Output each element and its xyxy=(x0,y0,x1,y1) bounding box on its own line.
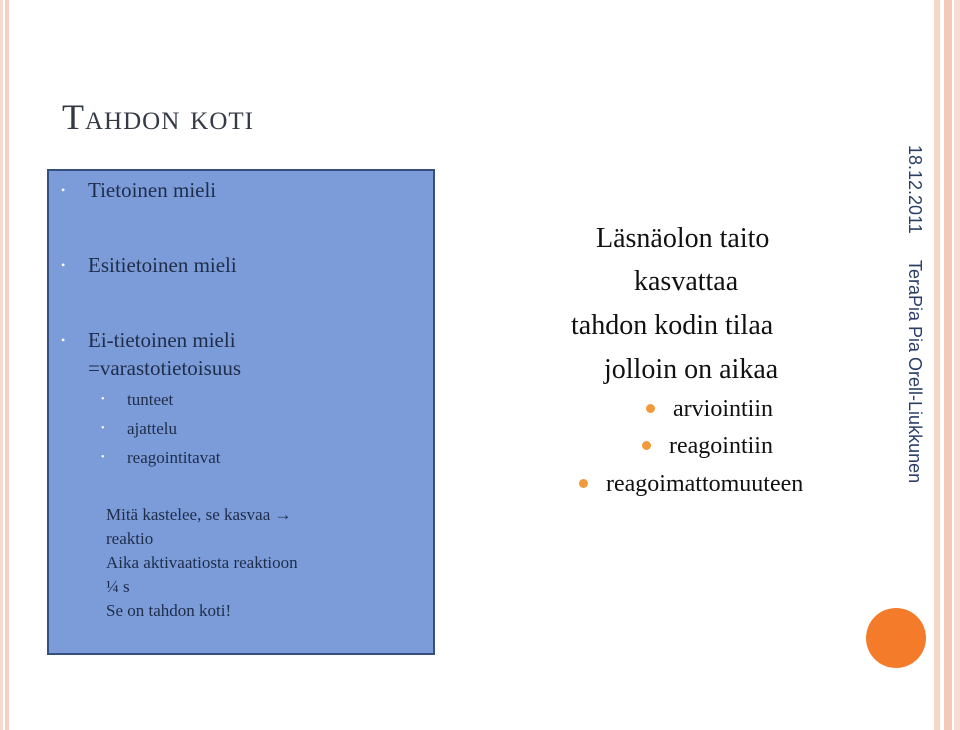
right-bullet-item: reagoimattomuuteen xyxy=(606,467,803,501)
orange-circle-decoration xyxy=(866,608,926,668)
orange-bullet-icon xyxy=(646,404,655,413)
orange-bullet-icon xyxy=(642,441,651,450)
left-decorative-edge xyxy=(0,0,14,730)
slide-title: Tahdon koti xyxy=(62,97,254,137)
sub-bullet-dot-icon: • xyxy=(101,452,105,463)
side-date: 18.12.2011 xyxy=(905,145,925,234)
sub-bullet-item: • reagointitavat xyxy=(127,446,220,470)
sub-bullet-item: • tunteet xyxy=(127,388,173,412)
bullet-item: • Ei-tietoinen mieli xyxy=(61,328,236,352)
sub-bullet-item: • ajattelu xyxy=(127,417,177,441)
right-text-line: jolloin on aikaa xyxy=(604,354,779,385)
right-bullet-item: arviointiin xyxy=(673,392,773,426)
bullet-dot-icon: • xyxy=(61,183,66,197)
right-bullet-item: reagointiin xyxy=(669,429,773,463)
right-text-line: Läsnäolon taito xyxy=(596,223,770,254)
side-author: TeraPia Pia Orell-Liukkunen xyxy=(905,260,925,484)
right-text-line: tahdon kodin tilaa xyxy=(571,310,774,341)
bullet-dot-icon: • xyxy=(61,258,66,272)
bullet-dot-icon: • xyxy=(61,333,66,347)
note-text: Mitä kastelee, se kasvaa → reaktio Aika aktivaatiosta reaktioon ¼ s Se on tahdon koti! xyxy=(106,505,298,620)
right-text-line: kasvattaa xyxy=(634,266,739,297)
bullet-continuation: =varastotietoisuus xyxy=(88,356,241,380)
sub-bullet-dot-icon: • xyxy=(101,423,105,434)
orange-bullet-icon xyxy=(579,479,588,488)
sub-bullet-dot-icon: • xyxy=(101,394,105,405)
bullet-item: • Esitietoinen mieli xyxy=(61,253,237,277)
side-footer xyxy=(896,125,936,484)
bullet-item: • Tietoinen mieli xyxy=(61,178,217,202)
